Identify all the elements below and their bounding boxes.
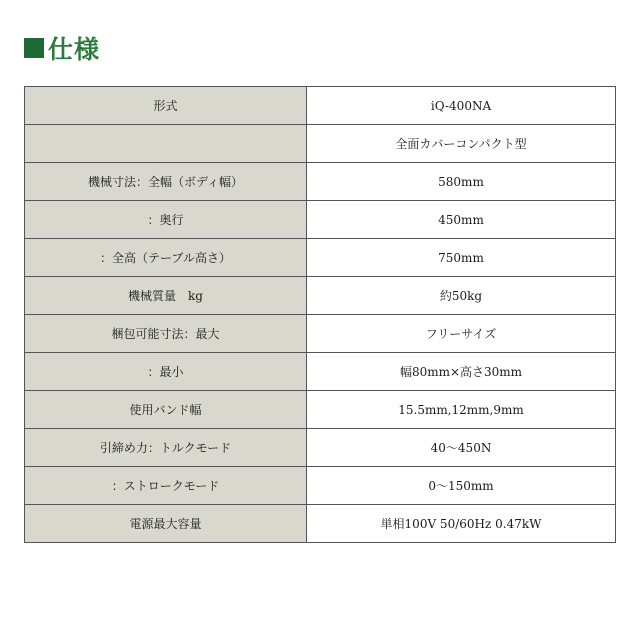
- spec-label: 電源最大容量: [25, 505, 307, 543]
- table-row: [25, 201, 616, 239]
- spec-label: 梱包可能寸法：最大: [25, 315, 307, 353]
- spec-value: フリーサイズ: [307, 315, 616, 353]
- spec-table: [24, 86, 616, 543]
- table-row: [25, 505, 616, 543]
- section-title: 仕様: [48, 35, 101, 64]
- table-row: [25, 277, 616, 315]
- table-row: [25, 163, 616, 201]
- table-row: [25, 353, 616, 391]
- spec-value: 0〜150mm: [307, 467, 616, 505]
- table-row: [25, 391, 616, 429]
- spec-value: iQ-400NA: [307, 87, 616, 125]
- spec-value: 450mm: [307, 201, 616, 239]
- spec-value: 40〜450N: [307, 429, 616, 467]
- spec-label: 機械寸法：全幅（ボディ幅）: [25, 163, 307, 201]
- spec-value: 580mm: [307, 163, 616, 201]
- spec-value: 全面カバーコンパクト型: [307, 125, 616, 163]
- table-row: [25, 125, 616, 163]
- spec-label: ：最小: [25, 353, 307, 391]
- section-heading: [24, 30, 100, 66]
- spec-value: 15.5mm,12mm,9mm: [307, 391, 616, 429]
- spec-label: ：全高（テーブル高さ）: [25, 239, 307, 277]
- spec-value: 単相100V 50/60Hz 0.47kW: [307, 505, 616, 543]
- table-row: [25, 467, 616, 505]
- table-row: [25, 315, 616, 353]
- spec-label: ：ストロークモード: [25, 467, 307, 505]
- spec-label: 形式: [25, 87, 307, 125]
- table-row: [25, 87, 616, 125]
- spec-label: [25, 125, 307, 163]
- spec-value: 幅80mm×高さ30mm: [307, 353, 616, 391]
- square-bullet-icon: [24, 38, 44, 58]
- spec-label: ：奥行: [25, 201, 307, 239]
- table-row: [25, 429, 616, 467]
- spec-value: 750mm: [307, 239, 616, 277]
- spec-label: 引締め力：トルクモード: [25, 429, 307, 467]
- table-row: [25, 239, 616, 277]
- spec-label: 使用バンド幅: [25, 391, 307, 429]
- spec-value: 約50kg: [307, 277, 616, 315]
- spec-label: 機械質量 kg: [25, 277, 307, 315]
